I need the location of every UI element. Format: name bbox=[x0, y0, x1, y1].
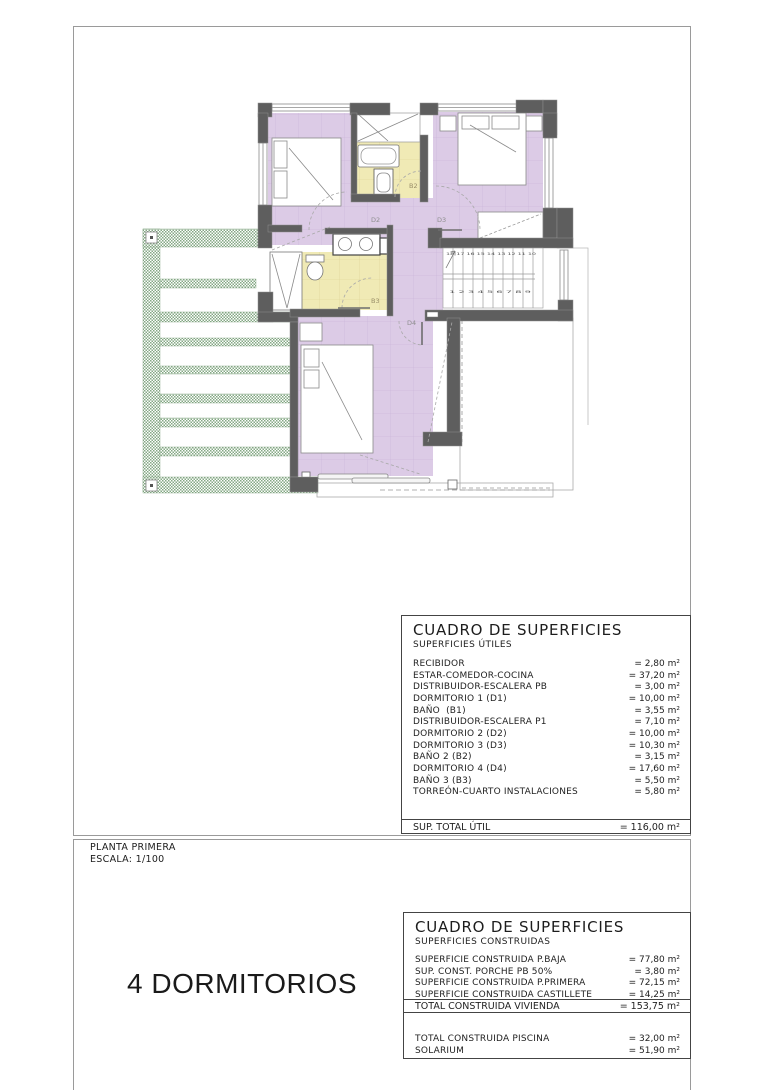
title-block bbox=[90, 842, 176, 866]
row-label: DORMITORIO 3 (D3) bbox=[413, 740, 507, 751]
row-label: SUPERFICIE CONSTRUIDA CASTILLETE bbox=[415, 989, 593, 1000]
row-label: BAÑO (B1) bbox=[413, 705, 466, 716]
row-label: DISTRIBUIDOR-ESCALERA P1 bbox=[413, 717, 547, 728]
table-subtitle: SUPERFICIES CONSTRUIDAS bbox=[415, 937, 551, 947]
row-label: BAÑO 2 (B2) bbox=[413, 752, 472, 763]
row-label: DORMITORIO 1 (D1) bbox=[413, 693, 507, 704]
table-rows bbox=[404, 955, 690, 1002]
row-label: TOTAL CONSTRUIDA PISCINA bbox=[415, 1034, 550, 1044]
stair-numbers-lower: 1 2 3 4 5 6 7 8 9 bbox=[449, 290, 531, 294]
row-label: ESTAR-COMEDOR-COCINA bbox=[413, 670, 534, 681]
row-value: = 14,25 m² bbox=[628, 989, 680, 1000]
table-rows bbox=[402, 659, 690, 799]
row-label: DORMITORIO 2 (D2) bbox=[413, 728, 507, 739]
row-value: = 10,00 m² bbox=[628, 728, 680, 739]
row-value: = 7,10 m² bbox=[634, 717, 680, 728]
table-row bbox=[413, 682, 680, 694]
label-d4: D4 bbox=[407, 319, 417, 327]
table-superficies-construidas bbox=[403, 912, 691, 1059]
table-row bbox=[413, 659, 680, 671]
table-row bbox=[413, 694, 680, 706]
table-row bbox=[413, 706, 680, 718]
table-row bbox=[413, 776, 680, 788]
row-value: = 10,00 m² bbox=[628, 693, 680, 704]
bedrooms-count-title: 4 DORMITORIOS bbox=[127, 968, 358, 999]
plan-scale: ESCALA: 1/100 bbox=[90, 854, 165, 865]
row-label: TORREÓN-CUARTO INSTALACIONES bbox=[413, 787, 578, 798]
label-b2: B2 bbox=[409, 182, 418, 190]
table-row bbox=[413, 764, 680, 776]
row-value: = 72,15 m² bbox=[628, 978, 680, 989]
row-value: = 3,55 m² bbox=[634, 705, 680, 716]
row-label: RECIBIDOR bbox=[413, 659, 465, 669]
table-row bbox=[415, 967, 680, 979]
label-d2: D2 bbox=[371, 216, 381, 224]
row-label: BAÑO 3 (B3) bbox=[413, 775, 472, 786]
table-row bbox=[413, 729, 680, 741]
table-row bbox=[413, 752, 680, 764]
staircase bbox=[443, 248, 543, 308]
table-superficies-utiles bbox=[401, 615, 691, 834]
table-row bbox=[415, 978, 680, 990]
row-value: = 5,80 m² bbox=[634, 787, 680, 798]
row-label: DORMITORIO 4 (D4) bbox=[413, 763, 507, 774]
table-row bbox=[413, 787, 680, 799]
row-value: = 3,15 m² bbox=[634, 752, 680, 763]
table-title: CUADRO DE SUPERFICIES bbox=[413, 621, 623, 639]
row-value: = 17,60 m² bbox=[628, 763, 680, 774]
row-value: = 51,90 m² bbox=[628, 1045, 680, 1056]
row-label: SOLARIUM bbox=[415, 1045, 465, 1056]
table-extra-rows bbox=[404, 1034, 690, 1057]
table-total-row: TOTAL CONSTRUIDA VIVIENDA = 153,75 m² bbox=[404, 999, 690, 1013]
row-value: = 77,80 m² bbox=[628, 955, 680, 965]
row-label: SUP. CONST. PORCHE PB 50% bbox=[415, 966, 553, 977]
label-d3: D3 bbox=[437, 216, 447, 224]
plan-title: PLANTA PRIMERA bbox=[90, 842, 176, 853]
row-value: = 2,80 m² bbox=[634, 659, 680, 669]
table-row bbox=[415, 955, 680, 967]
stair-numbers-upper: 18 17 16 15 14 13 12 11 10 bbox=[446, 252, 536, 256]
row-label: SUPERFICIE CONSTRUIDA P.PRIMERA bbox=[415, 978, 586, 989]
row-value: = 5,50 m² bbox=[634, 775, 680, 786]
table-total-row: SUP. TOTAL ÚTIL = 116,00 m² bbox=[402, 819, 690, 834]
row-label: SUPERFICIE CONSTRUIDA P.BAJA bbox=[415, 955, 567, 965]
table-title: CUADRO DE SUPERFICIES bbox=[415, 918, 625, 936]
label-b3: B3 bbox=[371, 297, 380, 305]
row-label: DISTRIBUIDOR-ESCALERA PB bbox=[413, 682, 548, 693]
table-row bbox=[413, 671, 680, 683]
row-value: = 3,00 m² bbox=[634, 682, 680, 693]
shower bbox=[357, 113, 420, 142]
row-value: = 10,30 m² bbox=[628, 740, 680, 751]
table-row bbox=[413, 741, 680, 753]
row-value: = 3,80 m² bbox=[634, 966, 680, 977]
table-row bbox=[415, 1034, 680, 1046]
table-row bbox=[413, 717, 680, 729]
row-value: = 37,20 m² bbox=[628, 670, 680, 681]
table-row bbox=[415, 1046, 680, 1058]
row-value: = 32,00 m² bbox=[628, 1034, 680, 1044]
table-subtitle: SUPERFICIES ÚTILES bbox=[413, 640, 513, 650]
